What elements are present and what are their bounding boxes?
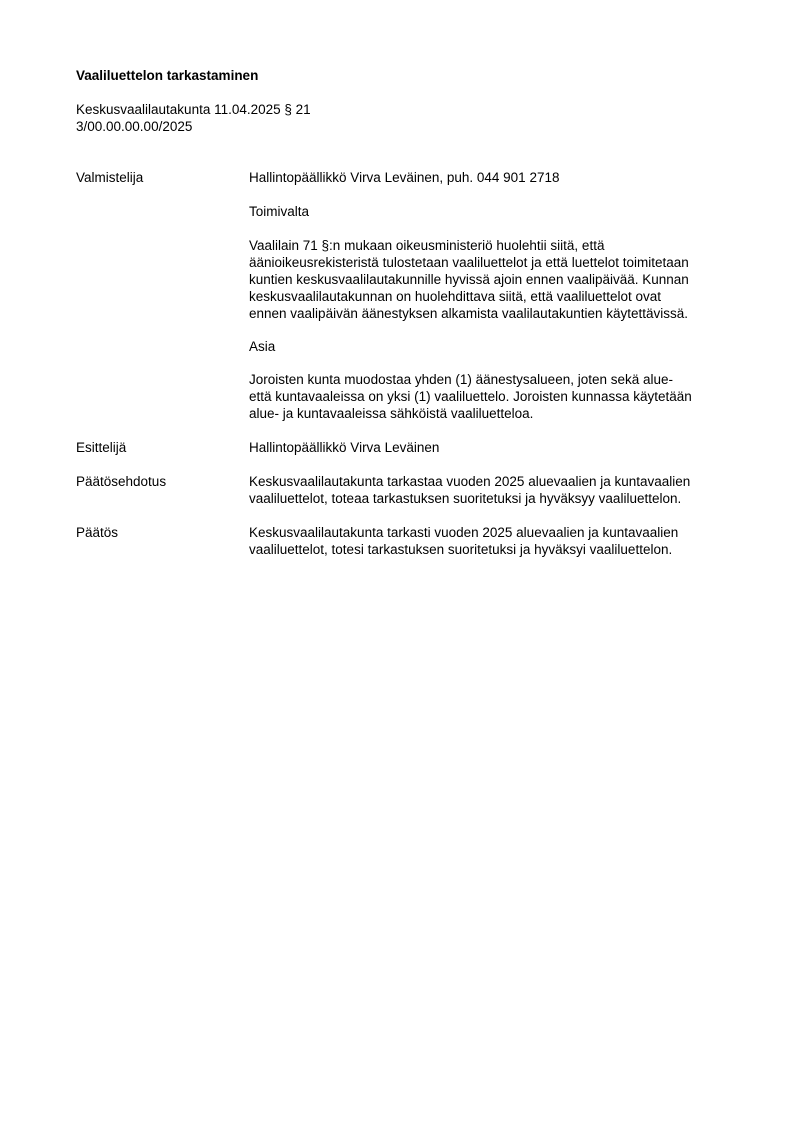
document-title: Vaaliluettelon tarkastaminen <box>76 68 259 83</box>
paragraph-line: Joroisten kunta muodostaa yhden (1) äänestysalueen, joten sekä alue- <box>249 372 674 387</box>
heading-toimivalta-text: Toimivalta <box>249 204 310 219</box>
label-paatos: Päätös <box>76 525 119 540</box>
paragraph-line: ennen vaalipäivän äänestyksen alkamista vaalilautakuntien käytettävissä. <box>249 306 689 321</box>
paragraph-line: vaaliluettelot, totesi tarkastuksen suoritetuksi ja hyväksyi vaaliluettelon. <box>249 542 673 557</box>
heading-toimivalta <box>249 203 731 220</box>
meeting-reference: Keskusvaalilautakunta 11.04.2025 § 21 <box>76 102 311 117</box>
preparer-name <box>249 169 731 186</box>
paragraph-line: vaaliluettelot, toteaa tarkastuksen suoritetuksi ja hyväksyy vaaliluettelon. <box>249 491 682 506</box>
paragraph-line: Keskusvaalilautakunta tarkasti vuoden 2025 aluevaalien ja kuntavaalien <box>249 525 679 540</box>
paragraph-line: alue- ja kuntavaaleissa sähköistä vaaliluetteloa. <box>249 406 534 421</box>
heading-asia-text: Asia <box>249 339 276 354</box>
diary-number: 3/00.00.00.00/2025 <box>76 119 193 134</box>
asia-paragraph <box>249 371 731 422</box>
paragraph-line: Keskusvaalilautakunta tarkastaa vuoden 2025 aluevaalien ja kuntavaalien <box>249 474 691 489</box>
toimivalta-paragraph <box>249 237 731 322</box>
label-valmistelija: Valmistelija <box>76 170 144 185</box>
presenter-name <box>249 439 731 456</box>
paragraph-line: kuntien keskusvaalilautakunnille hyvissä ajoin ennen vaalipäivää. Kunnan <box>249 272 689 287</box>
paragraph-line: äänioikeusrekisteristä tulostetaan vaaliluettelot ja että luettelot toimitetaan <box>249 255 689 270</box>
heading-asia <box>249 338 731 355</box>
paragraph-line: keskusvaalilautakunnan on huolehdittava siitä, että vaaliluettelot ovat <box>249 289 662 304</box>
decision-paragraph <box>249 524 731 558</box>
label-paatosehdotus: Päätösehdotus <box>76 474 167 489</box>
preparer-line: Hallintopäällikkö Virva Leväinen, puh. 044 901 2718 <box>249 170 560 185</box>
proposal-paragraph <box>249 473 731 507</box>
paragraph-line: että kuntavaaleissa on yksi (1) vaaliluettelo. Joroisten kunnassa käytetään <box>249 389 692 404</box>
label-esittelija: Esittelijä <box>76 440 127 455</box>
presenter-line: Hallintopäällikkö Virva Leväinen <box>249 440 440 455</box>
paragraph-line: Vaalilain 71 §:n mukaan oikeusministeriö huolehtii siitä, että <box>249 238 605 253</box>
